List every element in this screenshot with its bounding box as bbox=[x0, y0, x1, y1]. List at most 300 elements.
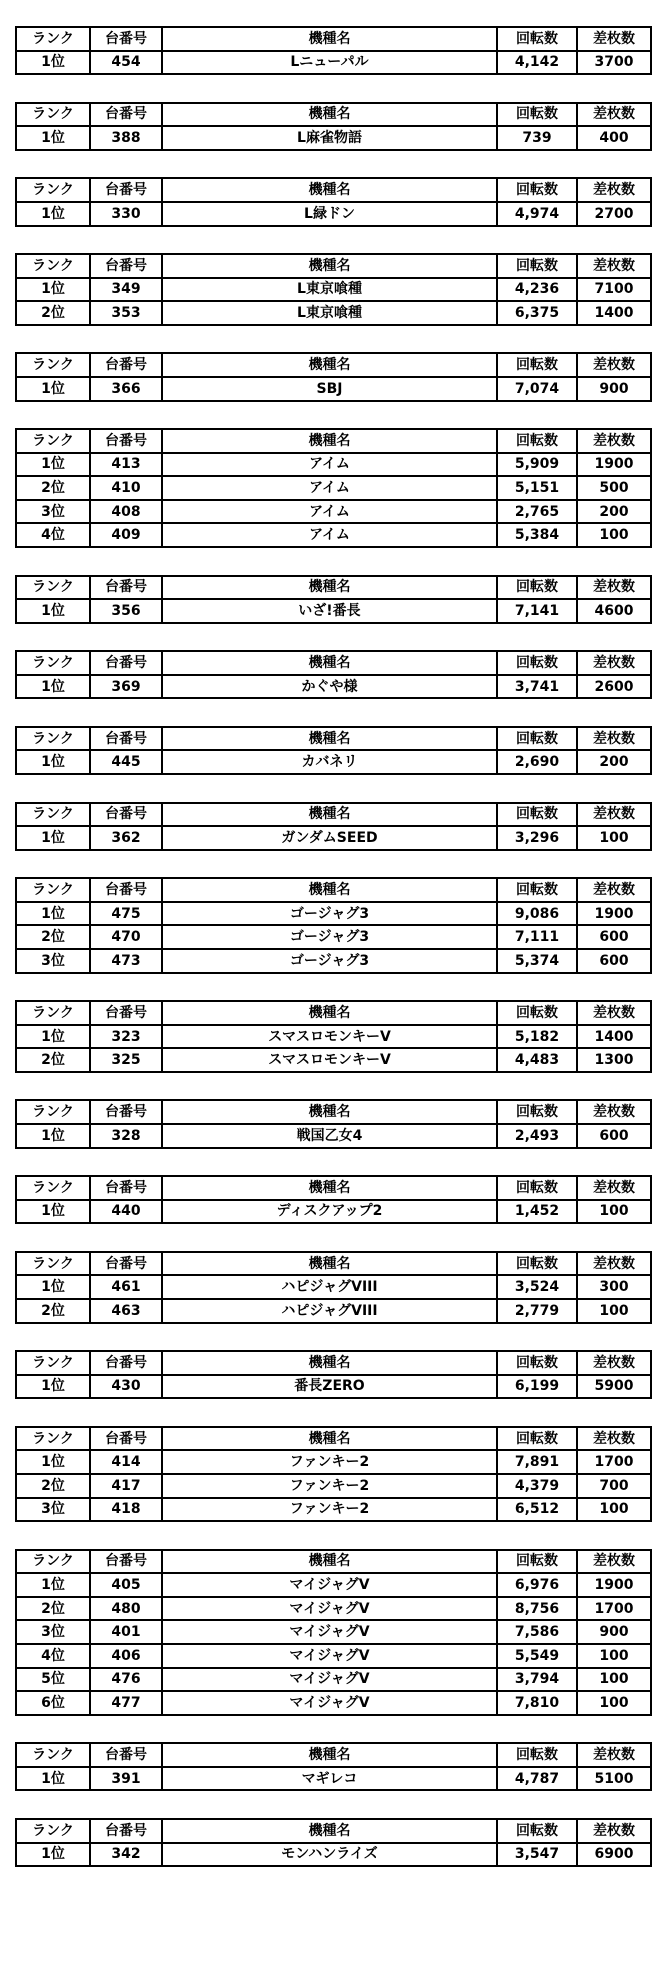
ranking-table bbox=[15, 1742, 652, 1791]
spins-cell: 4,142 bbox=[497, 51, 577, 75]
header-unit: 台番号 bbox=[90, 353, 162, 377]
model-cell: ガンダムSEED bbox=[162, 826, 497, 850]
spins-cell: 2,779 bbox=[497, 1299, 577, 1323]
header-spins: 回転数 bbox=[497, 727, 577, 751]
spins-cell: 739 bbox=[497, 126, 577, 150]
rank-cell: 2位 bbox=[16, 476, 90, 500]
header-diff: 差枚数 bbox=[577, 27, 651, 51]
unit-cell: 463 bbox=[90, 1299, 162, 1323]
table-row bbox=[16, 925, 651, 949]
header-model: 機種名 bbox=[162, 1743, 497, 1767]
table-row bbox=[16, 1048, 651, 1072]
header-diff: 差枚数 bbox=[577, 1351, 651, 1375]
ranking-table bbox=[15, 253, 652, 326]
model-cell: いざ!番長 bbox=[162, 599, 497, 623]
table-row bbox=[16, 1375, 651, 1399]
header-unit: 台番号 bbox=[90, 178, 162, 202]
diff-cell: 100 bbox=[577, 523, 651, 547]
header-model: 機種名 bbox=[162, 1550, 497, 1574]
header-spins: 回転数 bbox=[497, 1001, 577, 1025]
model-cell: L東京喰種 bbox=[162, 301, 497, 325]
header-spins: 回転数 bbox=[497, 878, 577, 902]
ranking-table bbox=[15, 1251, 652, 1324]
header-spins: 回転数 bbox=[497, 1252, 577, 1276]
header-row bbox=[16, 1743, 651, 1767]
header-spins: 回転数 bbox=[497, 27, 577, 51]
rank-cell: 2位 bbox=[16, 1048, 90, 1072]
header-row bbox=[16, 353, 651, 377]
rank-cell: 3位 bbox=[16, 1498, 90, 1522]
spins-cell: 9,086 bbox=[497, 902, 577, 926]
model-cell: スマスロモンキーV bbox=[162, 1025, 497, 1049]
spins-cell: 7,586 bbox=[497, 1620, 577, 1644]
model-cell: 戦国乙女4 bbox=[162, 1124, 497, 1148]
header-diff: 差枚数 bbox=[577, 1100, 651, 1124]
header-model: 機種名 bbox=[162, 1351, 497, 1375]
table-row bbox=[16, 1299, 651, 1323]
diff-cell: 100 bbox=[577, 1200, 651, 1224]
model-cell: 番長ZERO bbox=[162, 1375, 497, 1399]
unit-cell: 388 bbox=[90, 126, 162, 150]
unit-cell: 445 bbox=[90, 750, 162, 774]
rank-cell: 1位 bbox=[16, 377, 90, 401]
table-row bbox=[16, 202, 651, 226]
spins-cell: 2,493 bbox=[497, 1124, 577, 1148]
table-row bbox=[16, 523, 651, 547]
header-spins: 回転数 bbox=[497, 1351, 577, 1375]
header-rank: ランク bbox=[16, 576, 90, 600]
table-row bbox=[16, 1573, 651, 1597]
rank-cell: 3位 bbox=[16, 949, 90, 973]
model-cell: マイジャグV bbox=[162, 1573, 497, 1597]
unit-cell: 461 bbox=[90, 1275, 162, 1299]
header-rank: ランク bbox=[16, 727, 90, 751]
unit-cell: 330 bbox=[90, 202, 162, 226]
diff-cell: 200 bbox=[577, 500, 651, 524]
header-row bbox=[16, 576, 651, 600]
rank-cell: 2位 bbox=[16, 1299, 90, 1323]
diff-cell: 3700 bbox=[577, 51, 651, 75]
spins-cell: 4,483 bbox=[497, 1048, 577, 1072]
table-row bbox=[16, 453, 651, 477]
unit-cell: 476 bbox=[90, 1668, 162, 1692]
model-cell: Lニューパル bbox=[162, 51, 497, 75]
header-diff: 差枚数 bbox=[577, 1819, 651, 1843]
header-row bbox=[16, 1351, 651, 1375]
spins-cell: 5,909 bbox=[497, 453, 577, 477]
spins-cell: 2,690 bbox=[497, 750, 577, 774]
table-row bbox=[16, 675, 651, 699]
table-spacer bbox=[15, 851, 650, 878]
table-row bbox=[16, 1668, 651, 1692]
header-spins: 回転数 bbox=[497, 1427, 577, 1451]
model-cell: ハピジャグVIII bbox=[162, 1275, 497, 1299]
header-spins: 回転数 bbox=[497, 1176, 577, 1200]
diff-cell: 5100 bbox=[577, 1767, 651, 1791]
header-row bbox=[16, 1427, 651, 1451]
table-spacer bbox=[15, 1399, 650, 1426]
diff-cell: 100 bbox=[577, 1668, 651, 1692]
table-row bbox=[16, 1498, 651, 1522]
rank-cell: 1位 bbox=[16, 902, 90, 926]
diff-cell: 900 bbox=[577, 1620, 651, 1644]
unit-cell: 454 bbox=[90, 51, 162, 75]
header-unit: 台番号 bbox=[90, 576, 162, 600]
header-unit: 台番号 bbox=[90, 1001, 162, 1025]
unit-cell: 409 bbox=[90, 523, 162, 547]
header-model: 機種名 bbox=[162, 1427, 497, 1451]
header-rank: ランク bbox=[16, 878, 90, 902]
spins-cell: 3,547 bbox=[497, 1843, 577, 1867]
header-row bbox=[16, 803, 651, 827]
unit-cell: 473 bbox=[90, 949, 162, 973]
table-row bbox=[16, 51, 651, 75]
header-spins: 回転数 bbox=[497, 178, 577, 202]
header-model: 機種名 bbox=[162, 727, 497, 751]
header-unit: 台番号 bbox=[90, 1819, 162, 1843]
diff-cell: 2600 bbox=[577, 675, 651, 699]
diff-cell: 100 bbox=[577, 1299, 651, 1323]
header-rank: ランク bbox=[16, 1252, 90, 1276]
unit-cell: 362 bbox=[90, 826, 162, 850]
model-cell: ゴージャグ3 bbox=[162, 949, 497, 973]
header-rank: ランク bbox=[16, 1001, 90, 1025]
diff-cell: 1700 bbox=[577, 1450, 651, 1474]
ranking-table bbox=[15, 877, 652, 973]
header-rank: ランク bbox=[16, 803, 90, 827]
header-row bbox=[16, 103, 651, 127]
header-rank: ランク bbox=[16, 254, 90, 278]
model-cell: アイム bbox=[162, 476, 497, 500]
table-spacer bbox=[15, 1791, 650, 1818]
header-model: 機種名 bbox=[162, 254, 497, 278]
unit-cell: 480 bbox=[90, 1597, 162, 1621]
header-diff: 差枚数 bbox=[577, 576, 651, 600]
rank-cell: 1位 bbox=[16, 1025, 90, 1049]
ranking-table bbox=[15, 1099, 652, 1148]
ranking-table bbox=[15, 1818, 652, 1867]
header-row bbox=[16, 254, 651, 278]
header-row bbox=[16, 1819, 651, 1843]
table-row bbox=[16, 1691, 651, 1715]
ranking-table bbox=[15, 428, 652, 548]
rank-cell: 1位 bbox=[16, 750, 90, 774]
model-cell: L麻雀物語 bbox=[162, 126, 497, 150]
ranking-table bbox=[15, 26, 652, 75]
unit-cell: 342 bbox=[90, 1843, 162, 1867]
header-diff: 差枚数 bbox=[577, 651, 651, 675]
diff-cell: 100 bbox=[577, 1498, 651, 1522]
rank-cell: 1位 bbox=[16, 453, 90, 477]
table-spacer bbox=[15, 548, 650, 575]
header-row bbox=[16, 178, 651, 202]
header-row bbox=[16, 1176, 651, 1200]
diff-cell: 1900 bbox=[577, 902, 651, 926]
table-row bbox=[16, 949, 651, 973]
table-row bbox=[16, 278, 651, 302]
spins-cell: 5,384 bbox=[497, 523, 577, 547]
table-row bbox=[16, 1767, 651, 1791]
unit-cell: 328 bbox=[90, 1124, 162, 1148]
rank-cell: 1位 bbox=[16, 675, 90, 699]
header-rank: ランク bbox=[16, 1427, 90, 1451]
spins-cell: 4,974 bbox=[497, 202, 577, 226]
ranking-table bbox=[15, 1549, 652, 1716]
table-spacer bbox=[15, 1224, 650, 1251]
table-row bbox=[16, 301, 651, 325]
model-cell: マイジャグV bbox=[162, 1644, 497, 1668]
diff-cell: 1300 bbox=[577, 1048, 651, 1072]
table-spacer bbox=[15, 1324, 650, 1351]
diff-cell: 4600 bbox=[577, 599, 651, 623]
rank-cell: 3位 bbox=[16, 500, 90, 524]
ranking-table bbox=[15, 1000, 652, 1073]
table-row bbox=[16, 1025, 651, 1049]
header-row bbox=[16, 27, 651, 51]
header-diff: 差枚数 bbox=[577, 1743, 651, 1767]
rank-cell: 6位 bbox=[16, 1691, 90, 1715]
table-spacer bbox=[15, 1522, 650, 1549]
diff-cell: 5900 bbox=[577, 1375, 651, 1399]
table-spacer bbox=[15, 1073, 650, 1100]
header-model: 機種名 bbox=[162, 353, 497, 377]
ranking-table bbox=[15, 575, 652, 624]
header-spins: 回転数 bbox=[497, 353, 577, 377]
ranking-table bbox=[15, 802, 652, 851]
header-rank: ランク bbox=[16, 1100, 90, 1124]
spins-cell: 4,379 bbox=[497, 1474, 577, 1498]
diff-cell: 2700 bbox=[577, 202, 651, 226]
header-rank: ランク bbox=[16, 353, 90, 377]
unit-cell: 406 bbox=[90, 1644, 162, 1668]
header-model: 機種名 bbox=[162, 1001, 497, 1025]
header-spins: 回転数 bbox=[497, 651, 577, 675]
diff-cell: 600 bbox=[577, 925, 651, 949]
table-spacer bbox=[15, 775, 650, 802]
table-row bbox=[16, 1200, 651, 1224]
unit-cell: 349 bbox=[90, 278, 162, 302]
header-diff: 差枚数 bbox=[577, 1252, 651, 1276]
header-diff: 差枚数 bbox=[577, 353, 651, 377]
table-row bbox=[16, 1474, 651, 1498]
header-diff: 差枚数 bbox=[577, 178, 651, 202]
model-cell: モンハンライズ bbox=[162, 1843, 497, 1867]
ranking-table bbox=[15, 352, 652, 401]
header-unit: 台番号 bbox=[90, 1427, 162, 1451]
rank-cell: 1位 bbox=[16, 826, 90, 850]
spins-cell: 7,141 bbox=[497, 599, 577, 623]
model-cell: アイム bbox=[162, 453, 497, 477]
diff-cell: 1900 bbox=[577, 453, 651, 477]
header-rank: ランク bbox=[16, 429, 90, 453]
header-spins: 回転数 bbox=[497, 576, 577, 600]
table-spacer bbox=[15, 402, 650, 429]
header-unit: 台番号 bbox=[90, 103, 162, 127]
rank-cell: 5位 bbox=[16, 1668, 90, 1692]
table-row bbox=[16, 902, 651, 926]
header-rank: ランク bbox=[16, 178, 90, 202]
header-unit: 台番号 bbox=[90, 1176, 162, 1200]
model-cell: ゴージャグ3 bbox=[162, 925, 497, 949]
ranking-table bbox=[15, 1426, 652, 1522]
table-row bbox=[16, 826, 651, 850]
spins-cell: 7,810 bbox=[497, 1691, 577, 1715]
header-unit: 台番号 bbox=[90, 651, 162, 675]
header-row bbox=[16, 727, 651, 751]
unit-cell: 477 bbox=[90, 1691, 162, 1715]
table-row bbox=[16, 1620, 651, 1644]
header-model: 機種名 bbox=[162, 429, 497, 453]
rank-cell: 1位 bbox=[16, 599, 90, 623]
spins-cell: 7,891 bbox=[497, 1450, 577, 1474]
header-spins: 回転数 bbox=[497, 1743, 577, 1767]
header-model: 機種名 bbox=[162, 1100, 497, 1124]
table-row bbox=[16, 1597, 651, 1621]
header-rank: ランク bbox=[16, 27, 90, 51]
spins-cell: 3,524 bbox=[497, 1275, 577, 1299]
model-cell: かぐや様 bbox=[162, 675, 497, 699]
rank-cell: 1位 bbox=[16, 202, 90, 226]
rank-cell: 3位 bbox=[16, 1620, 90, 1644]
spins-cell: 6,512 bbox=[497, 1498, 577, 1522]
table-spacer bbox=[15, 151, 650, 178]
diff-cell: 400 bbox=[577, 126, 651, 150]
unit-cell: 366 bbox=[90, 377, 162, 401]
ranking-table bbox=[15, 726, 652, 775]
header-model: 機種名 bbox=[162, 651, 497, 675]
header-spins: 回転数 bbox=[497, 254, 577, 278]
rank-cell: 1位 bbox=[16, 1573, 90, 1597]
table-spacer bbox=[15, 227, 650, 254]
model-cell: アイム bbox=[162, 523, 497, 547]
model-cell: ファンキー2 bbox=[162, 1474, 497, 1498]
unit-cell: 323 bbox=[90, 1025, 162, 1049]
model-cell: カバネリ bbox=[162, 750, 497, 774]
rank-cell: 2位 bbox=[16, 1474, 90, 1498]
unit-cell: 417 bbox=[90, 1474, 162, 1498]
header-model: 機種名 bbox=[162, 1252, 497, 1276]
ranking-table bbox=[15, 1350, 652, 1399]
header-diff: 差枚数 bbox=[577, 429, 651, 453]
header-diff: 差枚数 bbox=[577, 1001, 651, 1025]
model-cell: マイジャグV bbox=[162, 1597, 497, 1621]
header-row bbox=[16, 1550, 651, 1574]
spins-cell: 6,375 bbox=[497, 301, 577, 325]
model-cell: マギレコ bbox=[162, 1767, 497, 1791]
header-rank: ランク bbox=[16, 1351, 90, 1375]
unit-cell: 418 bbox=[90, 1498, 162, 1522]
header-model: 機種名 bbox=[162, 103, 497, 127]
unit-cell: 408 bbox=[90, 500, 162, 524]
table-spacer bbox=[15, 75, 650, 102]
spins-cell: 1,452 bbox=[497, 1200, 577, 1224]
table-row bbox=[16, 377, 651, 401]
rank-cell: 1位 bbox=[16, 1843, 90, 1867]
spins-cell: 7,111 bbox=[497, 925, 577, 949]
table-row bbox=[16, 1450, 651, 1474]
rank-cell: 1位 bbox=[16, 278, 90, 302]
header-spins: 回転数 bbox=[497, 1550, 577, 1574]
rank-cell: 1位 bbox=[16, 126, 90, 150]
diff-cell: 300 bbox=[577, 1275, 651, 1299]
table-row bbox=[16, 1644, 651, 1668]
model-cell: ファンキー2 bbox=[162, 1498, 497, 1522]
header-diff: 差枚数 bbox=[577, 1176, 651, 1200]
table-row bbox=[16, 126, 651, 150]
rank-cell: 1位 bbox=[16, 1275, 90, 1299]
diff-cell: 100 bbox=[577, 1691, 651, 1715]
table-row bbox=[16, 1843, 651, 1867]
rank-cell: 1位 bbox=[16, 1124, 90, 1148]
rank-cell: 2位 bbox=[16, 301, 90, 325]
spins-cell: 5,374 bbox=[497, 949, 577, 973]
rank-cell: 1位 bbox=[16, 1200, 90, 1224]
table-row bbox=[16, 1275, 651, 1299]
model-cell: L東京喰種 bbox=[162, 278, 497, 302]
header-rank: ランク bbox=[16, 103, 90, 127]
spins-cell: 5,549 bbox=[497, 1644, 577, 1668]
table-spacer bbox=[15, 699, 650, 726]
model-cell: マイジャグV bbox=[162, 1668, 497, 1692]
header-spins: 回転数 bbox=[497, 103, 577, 127]
header-unit: 台番号 bbox=[90, 27, 162, 51]
rank-cell: 2位 bbox=[16, 1597, 90, 1621]
ranking-table bbox=[15, 102, 652, 151]
unit-cell: 440 bbox=[90, 1200, 162, 1224]
header-rank: ランク bbox=[16, 1743, 90, 1767]
header-diff: 差枚数 bbox=[577, 803, 651, 827]
header-unit: 台番号 bbox=[90, 1351, 162, 1375]
header-row bbox=[16, 1100, 651, 1124]
model-cell: アイム bbox=[162, 500, 497, 524]
spins-cell: 6,199 bbox=[497, 1375, 577, 1399]
diff-cell: 900 bbox=[577, 377, 651, 401]
header-rank: ランク bbox=[16, 1176, 90, 1200]
rank-cell: 2位 bbox=[16, 925, 90, 949]
unit-cell: 356 bbox=[90, 599, 162, 623]
header-model: 機種名 bbox=[162, 878, 497, 902]
diff-cell: 500 bbox=[577, 476, 651, 500]
diff-cell: 100 bbox=[577, 1644, 651, 1668]
diff-cell: 200 bbox=[577, 750, 651, 774]
ranking-table bbox=[15, 177, 652, 226]
header-rank: ランク bbox=[16, 1550, 90, 1574]
header-row bbox=[16, 1252, 651, 1276]
header-diff: 差枚数 bbox=[577, 727, 651, 751]
unit-cell: 369 bbox=[90, 675, 162, 699]
spins-cell: 4,787 bbox=[497, 1767, 577, 1791]
diff-cell: 7100 bbox=[577, 278, 651, 302]
rank-cell: 1位 bbox=[16, 51, 90, 75]
diff-cell: 6900 bbox=[577, 1843, 651, 1867]
ranking-tables bbox=[15, 26, 650, 1867]
unit-cell: 475 bbox=[90, 902, 162, 926]
header-model: 機種名 bbox=[162, 1176, 497, 1200]
diff-cell: 600 bbox=[577, 1124, 651, 1148]
header-spins: 回転数 bbox=[497, 803, 577, 827]
header-row bbox=[16, 1001, 651, 1025]
header-rank: ランク bbox=[16, 1819, 90, 1843]
table-spacer bbox=[15, 1149, 650, 1176]
spins-cell: 2,765 bbox=[497, 500, 577, 524]
spins-cell: 4,236 bbox=[497, 278, 577, 302]
unit-cell: 353 bbox=[90, 301, 162, 325]
model-cell: ファンキー2 bbox=[162, 1450, 497, 1474]
diff-cell: 600 bbox=[577, 949, 651, 973]
table-spacer bbox=[15, 974, 650, 1001]
header-model: 機種名 bbox=[162, 803, 497, 827]
header-unit: 台番号 bbox=[90, 429, 162, 453]
